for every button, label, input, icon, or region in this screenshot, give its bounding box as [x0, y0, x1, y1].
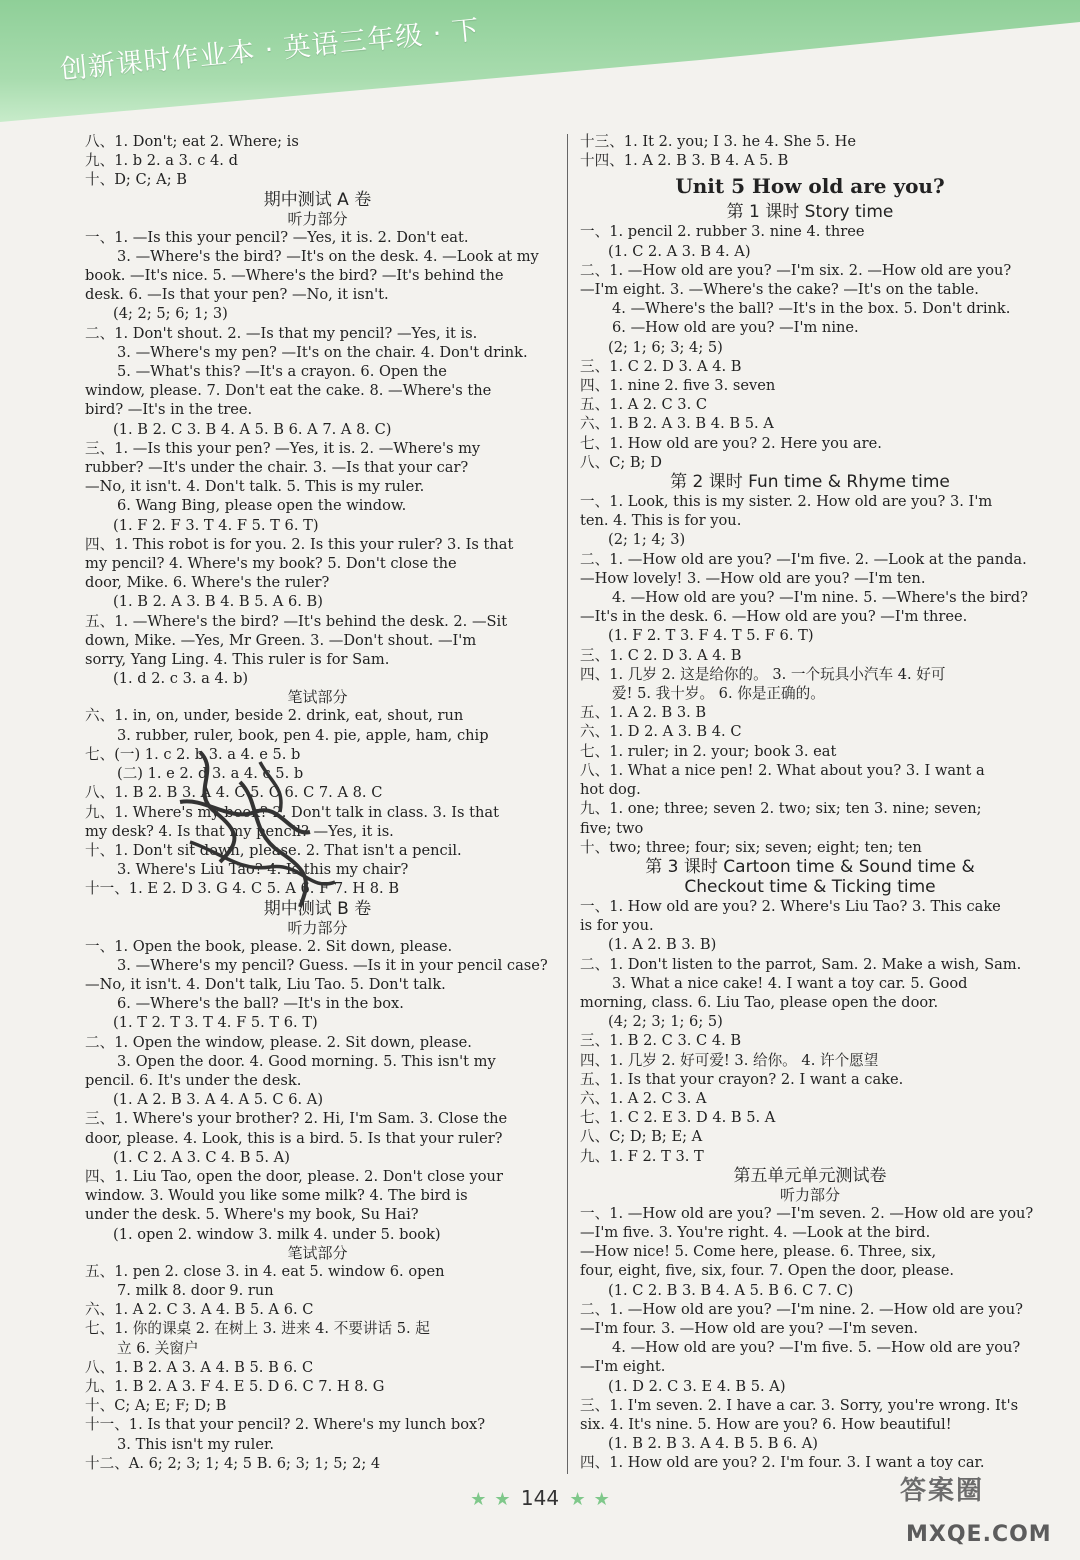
answer-line: 3. This isn't my ruler. — [117, 1435, 274, 1453]
answer-line: 八、1. B 2. B 3. A 4. C 5. C 6. C 7. A 8. C — [85, 784, 383, 802]
answer-line: under the desk. 5. Where's my book, Su Hai? — [85, 1206, 419, 1224]
answer-line: 二、1. Don't listen to the parrot, Sam. 2. Make a wish, Sam. — [580, 955, 1022, 973]
answer-line: (4; 2; 3; 1; 6; 5) — [608, 1013, 723, 1031]
answer-line: hot dog. — [580, 781, 641, 799]
star-icon: ★ — [494, 1489, 511, 1510]
answer-line: 五、1. Is that your crayon? 2. I want a cake. — [580, 1070, 904, 1088]
answer-line: (1. D 2. C 3. E 4. B 5. A) — [608, 1377, 786, 1395]
answer-line: is for you. — [580, 917, 654, 935]
answer-line: bird? —It's in the tree. — [85, 401, 253, 419]
answer-line: 八、1. What a nice pen! 2. What about you? 3. I want a — [580, 761, 985, 779]
answer-line: ten. 4. This is for you. — [580, 512, 742, 530]
answer-line: 五、1. A 2. B 3. B — [580, 704, 707, 722]
answer-line: (2; 1; 6; 3; 4; 5) — [608, 338, 723, 356]
answer-line: morning, class. 6. Liu Tao, please open the door. — [580, 993, 939, 1011]
answer-line: —I'm five. 3. You're right. 4. —Look at the bird. — [580, 1223, 931, 1241]
answer-line: 3. rubber, ruler, book, pen 4. pie, apple, ham, chip — [117, 726, 489, 744]
answer-line: —I'm eight. 3. —Where's the cake? —It's on the table. — [580, 281, 979, 299]
answer-line: (1. F 2. F 3. T 4. F 5. T 6. T) — [113, 516, 319, 534]
answer-line: 九、1. one; three; seven 2. two; six; ten 3. nine; seven; — [580, 800, 982, 818]
answer-line: (1. open 2. window 3. milk 4. under 5. book) — [113, 1225, 441, 1243]
answer-line: (1. T 2. T 3. T 4. F 5. T 6. T) — [113, 1014, 318, 1032]
answer-line: (4; 2; 5; 6; 1; 3) — [113, 305, 228, 323]
answer-line: door, Mike. 6. Where's the ruler? — [85, 574, 330, 592]
answer-line: —It's in the desk. 6. —How old are you? —I'm three. — [580, 608, 968, 626]
answer-line: 四、1. nine 2. five 3. seven — [580, 377, 776, 395]
answer-line: 七、1. 你的课桌 2. 在树上 3. 进来 4. 不要讲话 5. 起 — [85, 1320, 430, 1338]
answer-line: 八、C; B; D — [580, 453, 662, 471]
answer-line: 六、1. D 2. A 3. B 4. C — [580, 723, 742, 741]
answer-line: 二、1. —How old are you? —I'm five. 2. —Look at the panda. — [580, 550, 1027, 568]
answer-line: 4. —How old are you? —I'm five. 5. —How old are you? — [612, 1339, 1021, 1357]
answer-line: 二、1. Open the window, please. 2. Sit down, please. — [85, 1033, 472, 1051]
answer-line: 三、1. I'm seven. 2. I have a car. 3. Sorry, you're wrong. It's — [580, 1396, 1019, 1414]
section-subheading: 笔试部分 — [287, 1243, 348, 1262]
answer-line: 5. —What's this? —It's a crayon. 6. Open the — [117, 363, 447, 381]
answer-line: 三、1. C 2. D 3. A 4. B — [580, 357, 742, 375]
column-divider — [567, 134, 568, 1474]
answer-line: 6. —Where's the ball? —It's in the box. — [117, 995, 404, 1013]
answer-line: 八、1. Don't; eat 2. Where; is — [85, 133, 299, 150]
answer-line: book. —It's nice. 5. —Where's the bird? —It's behind the — [85, 267, 504, 285]
star-icon: ★ — [470, 1489, 487, 1510]
answer-line: 一、1. —How old are you? —I'm seven. 2. —How old are you? — [580, 1204, 1034, 1222]
answer-line: down, Mike. —Yes, Mr Green. 3. —Don't shout. —I'm — [85, 631, 477, 649]
watermark-url: MXQE.COM — [906, 1522, 1052, 1547]
answer-line: (1. C 2. B 3. B 4. A 5. B 6. C 7. C) — [608, 1281, 854, 1299]
answer-line: —How lovely! 3. —How old are you? —I'm ten. — [580, 569, 926, 587]
answer-line: 十、D; C; A; B — [85, 171, 187, 189]
answer-line: 九、1. b 2. a 3. c 4. d — [85, 152, 238, 170]
answer-line: five; two — [580, 819, 644, 837]
answer-line: 爱! 5. 我十岁。 6. 你是正确的。 — [612, 685, 825, 703]
answer-line: 四、1. Liu Tao, open the door, please. 2. Don't close your — [85, 1167, 503, 1185]
answer-line: 6. —How old are you? —I'm nine. — [612, 319, 859, 337]
answer-line: 六、1. B 2. A 3. B 4. B 5. A — [580, 415, 774, 433]
section-heading: 期中测试 B 卷 — [263, 898, 372, 919]
answer-line: 六、1. A 2. C 3. A — [580, 1089, 707, 1107]
answer-line: (1. B 2. B 3. A 4. B 5. B 6. A) — [608, 1435, 818, 1453]
answer-line: 六、1. in, on, under, beside 2. drink, eat, shout, run — [85, 707, 464, 725]
answer-line: (2; 1; 4; 3) — [608, 531, 686, 549]
answer-line: sorry, Yang Ling. 4. This ruler is for Sam. — [85, 651, 390, 669]
answer-line: 三、1. Where's your brother? 2. Hi, I'm Sam. 3. Close the — [85, 1110, 508, 1128]
section-heading: 第 2 课时 Fun time & Rhyme time — [670, 472, 950, 493]
answer-line: 二、1. —How old are you? —I'm six. 2. —How old are you? — [580, 261, 1012, 279]
section-heading: 第五单元单元测试卷 — [733, 1165, 887, 1186]
answer-line: 一、1. pencil 2. rubber 3. nine 4. three — [580, 223, 865, 241]
answer-line: 八、C; D; B; E; A — [580, 1128, 703, 1146]
section-heading: Checkout time & Ticking time — [684, 876, 936, 897]
answer-line: (1. B 2. A 3. B 4. B 5. A 6. B) — [113, 593, 323, 611]
answer-line: 七、1. C 2. E 3. D 4. B 5. A — [580, 1109, 776, 1127]
answer-line: 五、1. pen 2. close 3. in 4. eat 5. window 6. open — [85, 1262, 445, 1280]
answer-line: (1. d 2. c 3. a 4. b) — [113, 670, 249, 688]
answer-line: (1. A 2. B 3. A 4. A 5. C 6. A) — [113, 1091, 324, 1109]
answer-line: 四、1. How old are you? 2. I'm four. 3. I want a toy car. — [580, 1454, 985, 1472]
answer-line: 五、1. A 2. C 3. C — [580, 396, 708, 414]
section-subheading: 笔试部分 — [287, 688, 348, 707]
answer-line: 一、1. —Is this your pencil? —Yes, it is. 2. Don't eat. — [85, 228, 469, 246]
answer-line: 十、C; A; E; F; D; B — [85, 1397, 227, 1415]
answer-line: (1. C 2. A 3. C 4. B 5. A) — [113, 1148, 290, 1166]
answer-line: 九、1. Where's my book? 2. Don't talk in class. 3. Is that — [85, 803, 499, 821]
answer-line: 一、1. Look, this is my sister. 2. How old are you? 3. I'm — [580, 493, 993, 511]
answer-line: 七、1. ruler; in 2. your; book 3. eat — [580, 742, 837, 760]
book-title: 创新课时作业本 · 英语三年级 · 下 — [58, 14, 482, 86]
answer-line: 七、1. How old are you? 2. Here you are. — [580, 434, 882, 452]
answer-line: 3. What a nice cake! 4. I want a toy car. 5. Good — [612, 974, 968, 992]
answer-line: (1. A 2. B 3. B) — [608, 936, 717, 954]
section-heading: 期中测试 A 卷 — [263, 189, 372, 210]
answer-line: 九、1. B 2. A 3. F 4. E 5. D 6. C 7. H 8. G — [85, 1377, 385, 1395]
answer-line: 六、1. A 2. C 3. A 4. B 5. A 6. C — [85, 1301, 314, 1319]
answer-line: —How nice! 5. Come here, please. 6. Three, six, — [580, 1243, 937, 1261]
page-number: 144 — [520, 1486, 560, 1510]
answer-line: 3. Where's Liu Tao? 4. Is this my chair? — [117, 861, 409, 879]
answer-line: (二) 1. e 2. d 3. a 4. c 5. b — [117, 765, 304, 783]
answer-line: 五、1. —Where's the bird? —It's behind the desk. 2. —Sit — [85, 612, 508, 630]
section-subheading: 听力部分 — [779, 1185, 840, 1204]
answer-line: 十二、A. 6; 2; 3; 1; 4; 5 B. 6; 3; 1; 5; 2; 4 — [85, 1454, 381, 1472]
answer-line: 3. —Where's my pen? —It's on the chair. 4. Don't drink. — [117, 343, 528, 361]
answer-line: —No, it isn't. 4. Don't talk. 5. This is my ruler. — [85, 478, 425, 496]
answer-line: (1. B 2. C 3. B 4. A 5. B 6. A 7. A 8. C) — [113, 420, 392, 438]
answer-line: —No, it isn't. 4. Don't talk, Liu Tao. 5. Don't talk. — [85, 975, 446, 993]
answer-line: rubber? —It's under the chair. 3. —Is that your car? — [85, 459, 469, 477]
answer-line: 十四、1. A 2. B 3. B 4. A 5. B — [580, 152, 789, 170]
watermark-logo-text: 答案圈 — [900, 1476, 985, 1506]
section-subheading: 听力部分 — [287, 918, 348, 937]
watermark — [900, 1470, 1070, 1560]
answer-line: window. 3. Would you like some milk? 4. The bird is — [85, 1187, 468, 1205]
answer-line: four, eight, five, six, four. 7. Open the door, please. — [580, 1262, 954, 1280]
answer-line: 四、1. 几岁 2. 好可爱! 3. 给你。 4. 许个愿望 — [580, 1051, 879, 1069]
answer-line: (1. C 2. A 3. B 4. A) — [608, 242, 751, 260]
answer-line: 十、two; three; four; six; seven; eight; ten; ten — [580, 838, 922, 856]
answer-column-right — [580, 132, 1040, 1473]
answer-line: —I'm eight. — [580, 1358, 666, 1376]
answer-line: my desk? 4. Is that my pencil? —Yes, it is. — [85, 822, 394, 840]
answer-line: 十一、1. E 2. D 3. G 4. C 5. A 6. F 7. H 8. B — [85, 880, 400, 898]
answer-line: 三、1. C 2. D 3. A 4. B — [580, 646, 742, 664]
star-icon: ★ — [569, 1489, 586, 1510]
answer-line: 七、(一) 1. c 2. b 3. a 4. e 5. b — [85, 745, 301, 763]
answer-line: desk. 6. —Is that your pen? —No, it isn't. — [85, 286, 389, 304]
answer-line: 立 6. 关窗户 — [117, 1339, 199, 1357]
answer-line: pencil. 6. It's under the desk. — [85, 1071, 302, 1089]
answer-column-left — [85, 132, 550, 1473]
answer-line: 三、1. B 2. C 3. C 4. B — [580, 1032, 742, 1050]
section-subheading: 听力部分 — [287, 209, 348, 228]
answer-line: 6. Wang Bing, please open the window. — [117, 497, 407, 515]
answer-line: 二、1. —How old are you? —I'm nine. 2. —How old are you? — [580, 1300, 1023, 1318]
answer-line: 四、1. 几岁 2. 这是给你的。 3. 一个玩具小汽车 4. 好可 — [580, 665, 946, 683]
answer-line: 三、1. —Is this your pen? —Yes, it is. 2. —Where's my — [85, 439, 481, 457]
unit-title: Unit 5 How old are you? — [675, 174, 945, 199]
answer-line: 十一、1. Is that your pencil? 2. Where's my lunch box? — [85, 1416, 486, 1434]
answer-line: 4. —Where's the ball? —It's in the box. 5. Don't drink. — [612, 300, 1011, 318]
answer-line: 十三、1. It 2. you; I 3. he 4. She 5. He — [580, 133, 856, 150]
star-icon: ★ — [593, 1489, 610, 1510]
answer-line: 二、1. Don't shout. 2. —Is that my pencil? —Yes, it is. — [85, 324, 478, 342]
answer-line: 一、1. Open the book, please. 2. Sit down, please. — [85, 937, 453, 955]
answer-line: (1. F 2. T 3. F 4. T 5. F 6. T) — [608, 627, 814, 645]
answer-line: 四、1. This robot is for you. 2. Is this your ruler? 3. Is that — [85, 535, 514, 553]
answer-line: 九、1. F 2. T 3. T — [580, 1147, 704, 1165]
section-heading: 第 3 课时 Cartoon time & Sound time & — [645, 856, 975, 877]
answer-line: 一、1. How old are you? 2. Where's Liu Tao? 3. This cake — [580, 897, 1001, 915]
answer-line: 3. Open the door. 4. Good morning. 5. This isn't my — [117, 1052, 496, 1070]
answer-line: 3. —Where's the bird? —It's on the desk. 4. —Look at my — [117, 247, 539, 265]
answer-line: 3. —Where's my pencil? Guess. —Is it in your pencil case? — [117, 956, 548, 974]
answer-line: 十、1. Don't sit down, please. 2. That isn't a pencil. — [85, 841, 462, 859]
answer-line: window, please. 7. Don't eat the cake. 8. —Where's the — [85, 382, 492, 400]
answer-line: 4. —How old are you? —I'm nine. 5. —Where's the bird? — [612, 589, 1028, 607]
answer-line: door, please. 4. Look, this is a bird. 5. Is that your ruler? — [85, 1129, 503, 1147]
answer-line: six. 4. It's nine. 5. How are you? 6. How beautiful! — [580, 1415, 952, 1433]
section-heading: 第 1 课时 Story time — [726, 202, 894, 223]
answer-line: 7. milk 8. door 9. run — [117, 1281, 274, 1299]
answer-line: 八、1. B 2. A 3. A 4. B 5. B 6. C — [85, 1358, 314, 1376]
answer-line: my pencil? 4. Where's my book? 5. Don't close the — [85, 555, 457, 573]
answer-line: —I'm four. 3. —How old are you? —I'm seven. — [580, 1319, 919, 1337]
